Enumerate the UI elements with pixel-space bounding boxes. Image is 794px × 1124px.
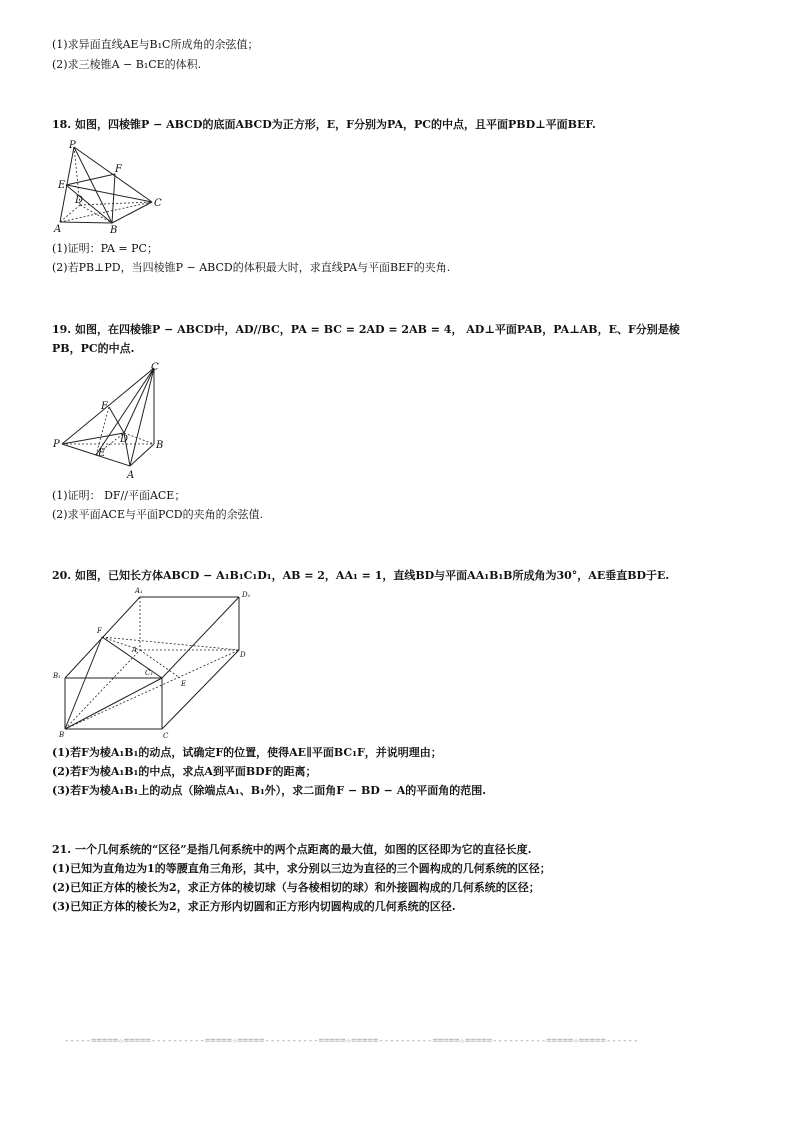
q21-part2: (2)已知正方体的棱长为2，求正方体的棱切球（与各棱相切的球）和外接圆构成的几何系统的区径；	[52, 881, 540, 894]
q20-label-B1: B₁	[53, 672, 61, 680]
q20-label-D: D	[240, 651, 246, 659]
q19-label-F: F	[101, 401, 108, 412]
q19-part2: (2)求平面ACE与平面PCD的夹角的余弦值.	[52, 508, 264, 521]
q19-label-D: D	[120, 434, 129, 445]
q19-part1: (1)证明： DF//平面ACE；	[52, 489, 186, 502]
q20-label-B: B	[59, 731, 65, 739]
q19-stem-line1: 19. 如图，在四棱锥P − ABCD中，AD//BC，PA = BC = 2AD = 2AB = 4， AD⊥平面PAB，PA⊥AB，E、F分别是棱	[52, 323, 680, 336]
q20-label-A1: A₁	[135, 587, 143, 595]
q20-stem: 20. 如图，已知长方体ABCD − A₁B₁C₁D₁，AB = 2，AA₁ = 1，直线BD与平面AA₁B₁B所成角为30°，AE垂直BD于E.	[52, 569, 670, 582]
q18-label-F: F	[115, 164, 122, 175]
q18-label-D: D	[75, 195, 84, 206]
q20-label-C1: C₁	[145, 669, 154, 677]
q20-part1: (1)若F为棱A₁B₁的动点，试确定F的位置，使得AE∥平面BC₁F，并说明理由；	[52, 746, 442, 759]
q19-label-B: B	[156, 440, 164, 451]
q20-label-A: A	[132, 646, 138, 654]
q19-label-E: E	[98, 448, 106, 459]
q19-label-C: C	[151, 362, 159, 373]
q18-label-C: C	[154, 198, 162, 209]
q20-cuboid-figure	[52, 586, 262, 742]
q18-part1: (1)证明：PA = PC；	[52, 242, 158, 255]
q19-label-A: A	[127, 470, 135, 481]
q18-label-A: A	[54, 224, 62, 235]
q18-label-E: E	[58, 180, 66, 191]
q18-part2: (2)若PB⊥PD，当四棱锥P − ABCD的体积最大时，求直线PA与平面BEF的夹角.	[52, 261, 451, 274]
q19-pyramid-figure	[52, 360, 172, 482]
q20-label-E: E	[181, 680, 187, 688]
q21-part3: (3)已知正方体的棱长为2，求正方形内切圆和正方形内切圆构成的几何系统的区径.	[52, 900, 456, 913]
q20-label-F: F	[97, 627, 102, 635]
q18-pyramid-figure	[52, 140, 172, 235]
footer-divider: -----=====☆=====----------=====☆=====----------=====☆=====----------=====☆=====----------=====☆=====------	[64, 1036, 639, 1046]
q19-stem-line2: PB，PC的中点.	[52, 342, 135, 355]
q21-stem: 21. 一个几何系统的“区径”是指几何系统中的两个点距离的最大值，如图的区径即为它的直径长度.	[52, 843, 532, 856]
q18-stem: 18. 如图，四棱锥P − ABCD的底面ABCD为正方形，E，F分别为PA，PC的中点，且平面PBD⊥平面BEF.	[52, 118, 596, 131]
q21-part1: (1)已知为直角边为1的等腰直角三角形，其中，求分别以三边为直径的三个圆构成的几何系统的区径；	[52, 862, 551, 875]
q20-part3: (3)若F为棱A₁B₁上的动点（除端点A₁、B₁外），求二面角F − BD − A的平面角的范围.	[52, 784, 487, 797]
q20-part2: (2)若F为棱A₁B₁的中点，求点A到平面BDF的距离；	[52, 765, 317, 778]
q18-label-P: P	[69, 140, 76, 151]
q20-label-D1: D₁	[242, 591, 251, 599]
q18-label-B: B	[110, 225, 118, 236]
q20-label-C: C	[163, 732, 169, 740]
q19-label-P: P	[53, 439, 60, 450]
q17-part1: (1)求异面直线AE与B₁C所成角的余弦值；	[52, 38, 259, 51]
q17-part2: (2)求三棱锥A − B₁CE的体积.	[52, 58, 202, 71]
